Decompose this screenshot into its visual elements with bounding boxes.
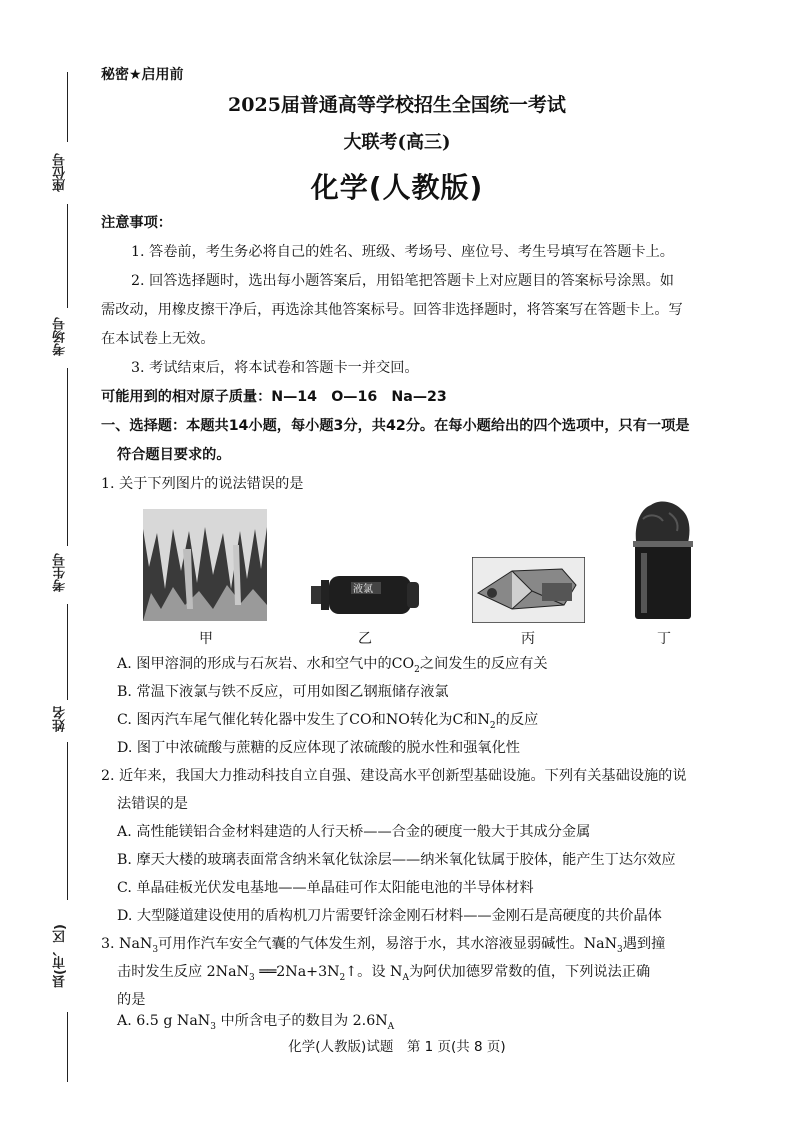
student-id-label: 考生号	[53, 553, 68, 593]
q1-option-c: C. 图丙汽车尾气催化转化器中发生了CO和NO转化为C和$N_2$的反应	[117, 712, 539, 731]
cylinder-text: 液氯	[353, 584, 373, 595]
question-3-stem: 3. NaN$_3$可用作汽车安全气囊的气体发生剂，易溶于水，其水溶液显弱碱性。NaN$_3$遇到撞	[101, 936, 666, 955]
figure-cave-image	[143, 509, 267, 621]
notice-item-2: 2. 回答选择题时，选出每小题答案后，用铅笔把答题卡上对应题目的答案标号涂黑。如	[131, 273, 674, 289]
q3-option-a: A. 6.5 g NaN$_3$ 中所含电子的数目为 $2.6N_A$	[117, 1013, 395, 1032]
margin-line	[67, 604, 68, 700]
notice-item-1: 1. 答卷前，考生务必将自己的姓名、班级、考场号、座位号、考生号填写在答题卡上。	[131, 244, 674, 260]
figure-beaker-image	[629, 499, 696, 621]
notice-item-2-cont: 需改动，用橡皮擦干净后，再选涂其他答案标号。回答非选择题时，将答案写在答题卡上。写	[101, 302, 683, 318]
figure-label-bing: 丙	[521, 631, 535, 647]
q1-option-a: A. 图甲溶洞的形成与石灰岩、水和空气中的$CO_2$之间发生的反应有关	[117, 656, 548, 675]
notice-item-2-cont: 在本试卷上无效。	[101, 331, 215, 347]
margin-line	[67, 368, 68, 546]
question-1-stem: 1. 关于下列图片的说法错误的是	[101, 476, 304, 492]
question-2-stem: 2. 近年来，我国大力推动科技自立自强、建设高水平创新型基础设施。下列有关基础设施的说	[101, 768, 687, 784]
name-label: 姓名	[53, 706, 68, 732]
question-3-stem-cont: 的是	[117, 992, 146, 1008]
county-label: 县(市、区)	[53, 924, 68, 988]
exam-title: 2025届普通高等学校招生全国统一考试	[228, 94, 566, 116]
secret-mark: 秘密★启用前	[101, 67, 184, 83]
exam-subtitle: 大联考(高三)	[343, 132, 451, 153]
q2-option-d: D. 大型隧道建设使用的盾构机刀片需要钎涂金刚石材料——金刚石是高硬度的共价晶体	[117, 908, 662, 924]
figure-label-yi: 乙	[358, 631, 372, 647]
section-heading-cont: 符合题目要求的。	[117, 447, 231, 463]
q1-option-d: D. 图丁中浓硫酸与蔗糖的反应体现了浓硫酸的脱水性和强氧化性	[117, 740, 520, 756]
q2-option-b: B. 摩天大楼的玻璃表面常含纳米氧化钛涂层——纳米氧化钛属于胶体，能产生丁达尔效应	[117, 852, 676, 868]
figure-catalytic-converter-image	[472, 557, 585, 623]
notice-item-3: 3. 考试结束后，将本试卷和答题卡一并交回。	[131, 360, 419, 376]
q2-option-a: A. 高性能镁铝合金材料建造的人行天桥——合金的硬度一般大于其成分金属	[117, 824, 591, 840]
margin-line	[67, 204, 68, 308]
exam-room-label: 考场号	[53, 317, 68, 357]
margin-line	[67, 742, 68, 900]
notice-heading: 注意事项：	[101, 215, 172, 231]
section-heading: 一、选择题：本题共14小题，每小题3分，共42分。在每小题给出的四个选项中，只有一项是	[101, 418, 690, 434]
question-3-stem-cont: 击时发生反应 2NaN$_3$ $══2Na+3N_2↑$。设 $N_A$为阿伏加德罗常数的值，下列说法正确	[117, 964, 651, 983]
page-footer: 化学(人教版)试题 第 1 页(共 8 页)	[288, 1039, 506, 1055]
figure-label-jia: 甲	[199, 631, 213, 647]
seat-number-label: 座位号	[53, 153, 68, 193]
q2-option-c: C. 单晶硅板光伏发电基地——单晶硅可作太阳能电池的半导体材料	[117, 880, 534, 896]
figure-label-ding: 丁	[657, 631, 671, 647]
q1-option-b: B. 常温下液氯与铁不反应，可用如图乙钢瓶储存液氯	[117, 684, 449, 700]
atomic-mass-line: 可能用到的相对原子质量：N—14 O—16 Na—23	[101, 389, 447, 405]
question-2-stem-cont: 法错误的是	[117, 796, 188, 812]
subject-title: 化学(人教版)	[310, 171, 484, 204]
